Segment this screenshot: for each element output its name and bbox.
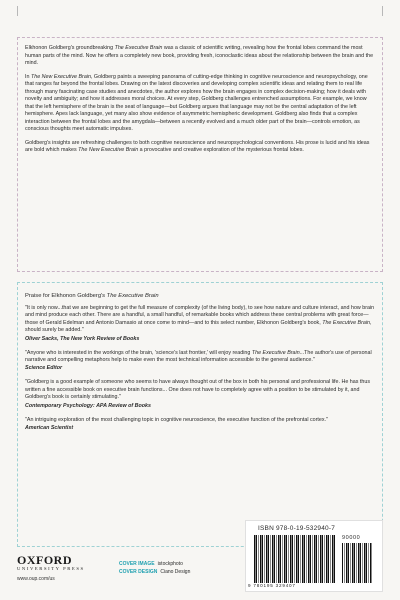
review-quote: "Anyone who is interested in the workings of the brain, 'science's last frontier,' will enjoy reading The Executive Brain...The author's use of personal narrative and compelling metaphors help to make even the most technical information accessible to the general audience." — [25, 349, 372, 364]
barcode-block — [245, 520, 383, 592]
barcode-addon-icon — [342, 543, 372, 583]
isbn-text: ISBN 978-0-19-532940-7 — [258, 525, 336, 532]
isbn-digits: 9 780195 329407 — [248, 583, 296, 588]
book-description-box — [17, 37, 383, 272]
description-paragraph-2: In The New Executive Brain, Goldberg paints a sweeping panorama of cutting-edge thinking in cognitive neuroscience and neuropsychology, one that ranges far beyond the frontal lobes. Drawing on the latest discoveries and developing complex scientific ideas and relating them to real life through many fascinating case studies and anecdotes, the author explores how the brain engages in complex decision-making; how it deals with novelty and ambiguity; and how it addresses moral choices. At every step, Goldberg challenges entrenched assumptions. For example, we know that the left hemisphere of the brain is the seat of language—but Goldberg argues that language may not be the central adaptation of the left hemisphere. Apes lack language, yet many also show evidence of asymmetric hemispheric development. Goldberg also finds that a complex interaction between the frontal lobes and the amygdala—between a recently evolved and a much older part of the brain—controls emotion, as conscious thoughts meet automatic impulses. — [25, 73, 368, 132]
praise-box — [17, 282, 383, 547]
crop-mark — [17, 6, 18, 16]
publisher-name: OXFORD — [17, 553, 72, 567]
description-paragraph-1: Elkhonon Goldberg's groundbreaking The Executive Brain was a classic of scientific writing, revealing how the frontal lobes command the most human parts of the mind. Now he offers a completely new book, providing fresh, iconoclastic ideas about the relationship between the brain and the mind. — [25, 45, 374, 66]
cover-credits — [119, 560, 190, 576]
publisher-logo — [17, 554, 85, 582]
review-attribution: Contemporary Psychology: APA Review of Books — [25, 402, 151, 409]
cover-image-value: istockphoto — [157, 561, 183, 567]
description-paragraph-3: Goldberg's insights are refreshing challenges to both cognitive neuroscience and neuropsychological conventions. His prose is lucid and his ideas are bold which makes The New Executive Brain a provocative and creative exploration of the mysterious frontal lobes. — [25, 139, 370, 153]
cover-image-label: COVER IMAGE — [119, 561, 155, 567]
review-attribution: American Scientist — [25, 425, 74, 432]
crop-mark — [382, 6, 383, 16]
back-cover-footer — [17, 525, 383, 594]
review-quote: "Goldberg is a good example of someone who seems to have always thought out of the box in both his personal and professional life. He has thus written a fine accessible book on executive brain functions... One does not have to completely agree with a position to be stimulated by it, and Goldberg's book is certainly stimulating." — [25, 379, 370, 401]
review-quote: "It is only now...that we are beginning to get the full measure of complexity (of the living body), to see how nature and culture interact, and how brain and mind produce each other. There are a handful, a small handful, of remarkable books which address these central problems with great force—those of Gerald Edelman and Antonio Damasio at once come to mind—and to this select number, Elkhonon Goldberg's book, The Executive Brain, should surely be added." — [25, 305, 375, 334]
barcode-icon — [254, 535, 336, 583]
review-quote: "An intriguing exploration of the most challenging topic in cognitive neuroscience, the executive function of the prefrontal cortex." — [25, 416, 328, 423]
praise-heading: Praise for Elkhonon Goldberg's The Executive Brain — [25, 293, 159, 299]
review-attribution: Oliver Sacks, The New York Review of Books — [25, 335, 140, 342]
cover-design-label: COVER DESIGN — [119, 569, 158, 575]
cover-design-value: Ciano Design — [160, 569, 191, 575]
publisher-url: www.oup.com/us — [17, 576, 55, 582]
price-addon-code: 90000 — [342, 535, 361, 541]
publisher-subtitle: UNIVERSITY PRESS — [17, 566, 85, 571]
review-attribution: Science Editor — [25, 365, 63, 372]
